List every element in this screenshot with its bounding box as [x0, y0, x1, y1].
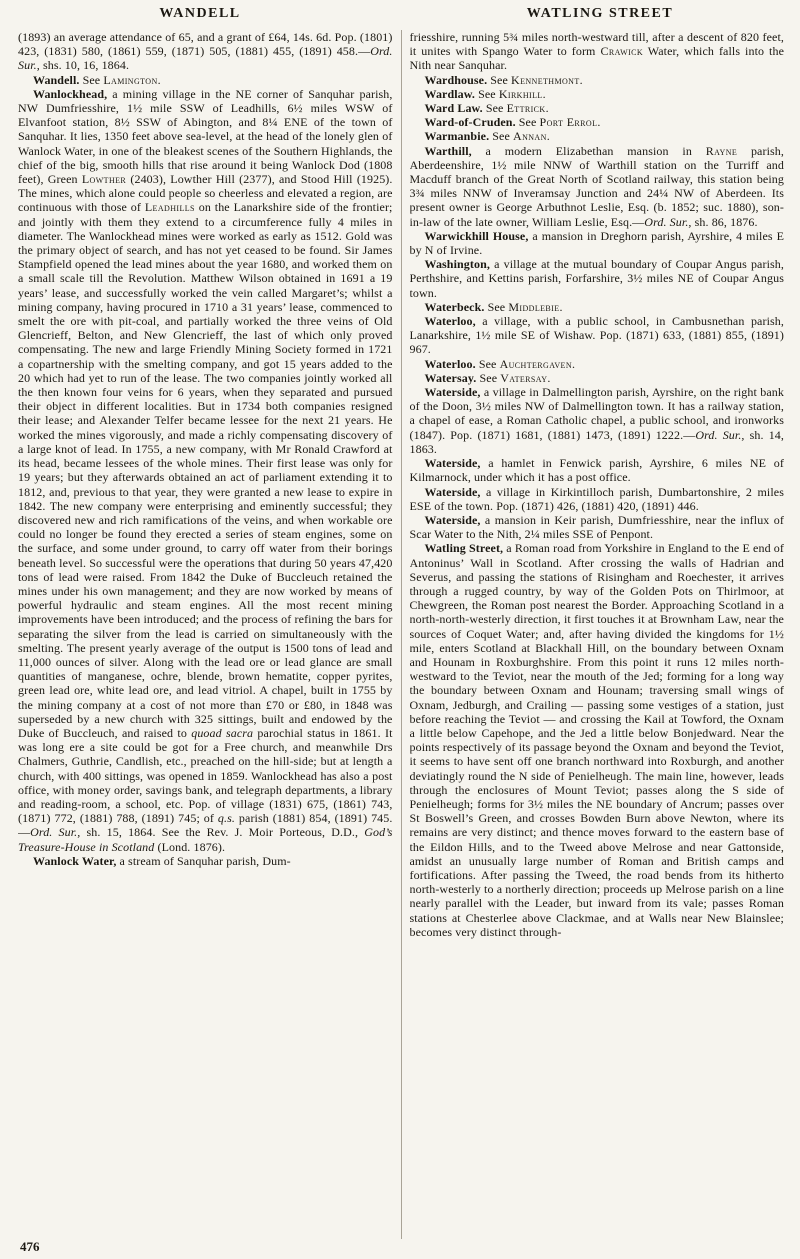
- cross-reference: Rayne: [705, 143, 738, 158]
- cross-reference: Ettrick: [506, 101, 546, 116]
- text-segment: See: [474, 86, 499, 101]
- text-segment: a village at the mutual boundary of Coupar Angus parish, Perthshire, and Kettins parish, Forfarshire, 3½ miles NE of Coupar Angus town.: [409, 257, 784, 300]
- entry-warmanbie: [410, 129, 785, 143]
- cross-reference: Middlebie: [508, 299, 560, 314]
- entry-waterbeck: [410, 300, 785, 314]
- entry-continuation-wandell: [18, 30, 393, 73]
- text-segment: a mining village in the NE corner of Sanquhar parish, NW Dumfriesshire, 1½ mile SSW of Leadhills, 6½ miles WSW of Elvanfoot station, 8½ SSW of Abington, and 8¼ ENE of the town of Sanquhar. It lies, 1350 feet above sea-level, at the head of the lonely glen of Wanlock Water, in one of the bleakest scenes of the Southern Highlands, the chief of the big, smooth hills that rise around it being Wanlock Dod (1808 feet), Green: [18, 86, 393, 187]
- text-segment: sh. 14, 1863.: [409, 427, 784, 456]
- entry-waterloo-see: [410, 357, 785, 371]
- cross-reference: Kirkhill: [498, 86, 543, 101]
- text-segment: parish, Aberdeenshire, 1½ mile NNW of Warthill station on the Turriff and Macduff branch of the Great North of Scotland railway, this station being 3¾ miles NNW of Inveramsay Junction and 24¼ NW of Aberdeen. Its present owner is George Arbuthnot Leslie, Esq. (b. 1852; suc. 1880), son-in-law of the late owner, William Leslie, Esq.—: [409, 143, 784, 229]
- text-segment: Ord. Sur.,: [644, 214, 692, 229]
- cross-reference: Port Errol: [539, 115, 598, 130]
- column-rule: [401, 30, 402, 1239]
- entry-continuation-wanlock-water: [410, 30, 785, 73]
- entry-title: Ward-of-Cruden.: [424, 115, 516, 130]
- text-segment: .: [545, 101, 549, 116]
- cross-reference: Kennethmont: [511, 72, 580, 87]
- entry-title: Waterside,: [424, 484, 481, 499]
- running-head-right: WATLING STREET: [526, 6, 674, 21]
- text-segment: a Roman road from Yorkshire in England to the E end of Antoninus’ Wall in Scotland. After crossing the walls of Hadrian and Severus, and passing the stations of Risingham and Roechester, it arrives through a rugged country, by way of the Golden Pots on Thirlmoor, at Chewgreen, the Roman post nearest the Border. Approaching Scotland in a north-north-westerly direction, it first touches it at Brownham Law, near the sources of Coquet Water; and, after having divided the kingdoms for 1½ mile, enters Scotland at Blackhall Hill, on the boundary between Oxnam and Hounam in Roxburghshire. From this point it runs 12 miles north-westward to the Teviot, near the mouth of the Jed; forming for a long way the boundary between Oxnam and Hounam; traversing small wings of Oxnam, Jedburgh, and Crailing — passing some vestiges of a station, just before reaching the Teviot — and crossing the Kail at Towford, the Oxnam a little below Capehope, and the Jed a little below Bonjedward. Near the points respectively of its passage beyond the Oxnam and beyond the Teviot, it seems to have sent off one branch northward into Roxburgh, and another deviatingly round the N side of Penielheugh. The main line, however, leads through the enclosures of Mount Teviot; passes along the S side of Penielheugh; forms for 3½ miles the NE boundary of Ancrum; passes over St Boswell’s Green, and crosses Bowden Burn above Newton, where its remains are very distinct; and thence moves forward to the eastern base of the Eildon Hills, and to the Tweed above Melrose and near Gattonside, amidst an unusually large number of Roman and British camps and fortifications. After passing the Tweed, the road bends from its hitherto north-westerly to a northerly direction; proceeds up Melrose parish on a line nearly parallel with the Leader, but inward from its vale; passes Roman stations at Chesterlee above Clackmae, and at Walls near New Blainslee; becomes very distinct through-: [409, 541, 784, 939]
- text-segment: a village in Kirkintilloch parish, Dumbartonshire, 2 miles ESE of the town. Pop. (1871) 426, (1881) 420, (1891) 446.: [409, 484, 784, 513]
- text-segment: See: [515, 115, 540, 130]
- entry-title: Wardhouse.: [424, 72, 488, 87]
- text-segment: (2403), Lowther Hill (2377), and Stood Hill (1925). The mines, which alone could people so cheerless and elevated a region, are continuous with those of: [18, 172, 393, 215]
- entry-title: Wandell.: [33, 72, 80, 87]
- cross-reference: Leadhills: [144, 200, 195, 215]
- text-segment: .: [546, 129, 550, 144]
- text-segment: See: [482, 101, 507, 116]
- entry-wardlaw: [410, 87, 785, 101]
- entry-warwickhill-house: [410, 229, 785, 257]
- entry-title: Wardlaw.: [424, 86, 475, 101]
- text-segment: a modern Elizabethan mansion in: [471, 143, 706, 158]
- text-segment: See: [489, 129, 513, 144]
- text-segment: See: [484, 299, 509, 314]
- entry-title: Wanlock Water,: [33, 853, 117, 868]
- text-segment: .: [547, 370, 551, 385]
- text-segment: .: [559, 299, 563, 314]
- page-number: 476: [20, 1239, 40, 1254]
- text-segment: See: [476, 370, 501, 385]
- entry-title: Watersay.: [424, 370, 477, 385]
- cross-reference: Auchtergaven: [499, 356, 572, 371]
- text-segment: Water, which falls into the Nith near Sanquhar.: [409, 44, 784, 73]
- entry-title: Waterbeck.: [424, 299, 485, 314]
- text-segment: .: [572, 356, 576, 371]
- running-heads: [0, 0, 800, 22]
- entry-title: Warwickhill House,: [424, 228, 529, 243]
- text-columns: [18, 30, 784, 1239]
- text-segment: .: [157, 72, 161, 87]
- right-column: [410, 30, 785, 1239]
- cross-reference: Lowther: [81, 172, 127, 187]
- text-segment: parish (1881) 854, (1891) 745.—: [18, 811, 393, 840]
- text-segment: friesshire, running 5¾ miles north-westward till, after a descent of 820 feet, it unites with Spango Water to form: [409, 30, 784, 59]
- text-segment: .: [542, 86, 546, 101]
- text-segment: Ord. Sur.,: [695, 427, 745, 442]
- text-segment: God’s Treasure-House in Scotland: [18, 825, 393, 854]
- entry-wardhouse: [410, 73, 785, 87]
- entry-title: Waterside,: [424, 456, 481, 471]
- entry-wanlock-water: [18, 854, 393, 868]
- text-segment: shs. 10, 16, 1864.: [39, 58, 130, 73]
- text-segment: Ord. Sur.,: [30, 825, 81, 840]
- entry-ward-of-cruden: [410, 115, 785, 129]
- entry-waterside-dalmellington: [410, 385, 785, 456]
- text-segment: .: [597, 115, 601, 130]
- entry-ward-law: [410, 101, 785, 115]
- entry-waterside-fenwick: [410, 456, 785, 484]
- cross-reference: Lamington: [103, 72, 158, 87]
- text-segment: .: [579, 72, 583, 87]
- entry-warthill: [410, 144, 785, 229]
- entry-waterside-kirkintilloch: [410, 485, 785, 513]
- text-segment: parochial status in 1861. It was long ere a site could be got for a Free church, and meanwhile Drs Chalmers, Guthrie, Candlish, etc., preached on the hill-side; but at length a church, with 400 sittings, was opened in 1859. Wanlockhead has also a post office, with money order, savings bank, and telegraph departments, a library and reading-room, a school, etc. Pop. of village (1831) 675, (1861) 743, (1871) 772, (1881) 788, (1891) 745; of: [18, 725, 393, 826]
- entry-watersay: [410, 371, 785, 385]
- text-segment: Ord. Sur.,: [18, 44, 393, 73]
- text-segment: sh. 86, 1876.: [691, 214, 758, 229]
- text-segment: a mansion in Keir parish, Dumfriesshire, near the influx of Scar Water to the Nith, 2¼ miles SSE of Penpont.: [409, 512, 784, 542]
- text-segment: a stream of Sanquhar parish, Dum-: [116, 853, 291, 868]
- entry-waterloo-village: [410, 314, 785, 357]
- text-segment: (Lond. 1876).: [154, 839, 226, 854]
- text-segment: a village, with a public school, in Cambusnethan parish, Lanarkshire, 1½ mile SE of Wishaw. Pop. (1871) 633, (1881) 855, (1891) 967.: [409, 314, 784, 357]
- entry-title: Waterside,: [424, 385, 481, 400]
- entry-title: Waterside,: [424, 512, 481, 527]
- text-segment: q.s.: [217, 811, 235, 826]
- entry-watling-street: [410, 541, 785, 939]
- text-segment: a village in Dalmellington parish, Ayrshire, on the right bank of the Doon, 3½ miles NW of Dalmellington town. It has a railway station, a chapel of ease, a Roman Catholic chapel, a public school, and ironworks (1847). Pop. (1871) 1681, (1881) 1473, (1891) 1222.—: [409, 385, 784, 442]
- cross-reference: Crawick: [600, 44, 644, 59]
- entry-waterside-keir: [410, 513, 785, 541]
- text-segment: on the Lanarkshire side of the frontier; and jointly with them they extend to a circumference fully 4 miles in diameter. The Wanlockhead mines were worked as early as 1512. Gold was the primary object of search, and has not yet ceased to be found. Sir James Stampfield opened the lead mines about the year 1680, and worked them on a small scale till the Revolution. Matthew Wilson obtained in 1691 a 19 years’ lease, and successfully worked the vein called Margaret’s; whilst a mining company, having procured in 1710 a 31 years’ lease, commenced to smelt the ore with pit-coal, and partially worked the three veins of Old Glencrieff, Belton, and New Glencrieff, the last of which only proved compensating. The new and large Friendly Mining Society formed in 1721 a copartnership with the smelting company, and got 15 years added to the 20 which had yet to run of the lease. The two companies jointly worked all the then known four veins for 6 years, when they separated and pursued their object in different localities. But in 1734 both companies resigned their lease; and Alexander Telfer became lessee for the next 21 years. He worked the mines vigorously, and made a richly compensating discovery of a large knot of lead. In 1755, a new company, with Mr Ronald Crawford at its head, became lessees of the whole mines. Their first lease was only for 19 years; but they afterwards obtained an act of parliament extending it to 1812, and, previous to that year, they were granted a new lease to expire in 1842. The new company were enterprising and eminently successful; they discovered new and rich ramifications of the veins, and when workable ore could no longer be found they erected a series of steam engines, some on the surface, and some under ground, to carry off water from their borings beneath level. So successful were the operations that during 50 years 47,420 tons of lead were raised. From 1842 the Duke of Buccleuch retained the mines under his own management; and they are now worked by means of powerful hydraulic and steam engines. All the most recent mining improvements have been introduced; and the process of refining the bars for separating the silver from the lead is carried on simultaneously with the smelting. The present yearly average of the output is 1500 tons of lead and 11,000 ounces of silver. Along with the lead ore or lead glance are small quantities of manganese, ochre, blende, brown hematite, copper pyrites, green lead ore, white lead ore, and lead vitriol. A chapel, built in 1755 by the mining company at a cost of not more than £70 or £80, in 1848 was superseded by a new church with 325 sittings, built and endowed by the Duke of Buccleuch, and raised to: [18, 200, 393, 740]
- entry-title: Washington,: [424, 257, 490, 272]
- entry-wanlockhead: [18, 87, 393, 854]
- entry-title: Waterloo,: [424, 314, 476, 329]
- entry-title: Ward Law.: [424, 101, 483, 116]
- entry-title: Warmanbie.: [424, 129, 490, 144]
- text-segment: a hamlet in Fenwick parish, Ayrshire, 6 miles NE of Kilmarnock, under which it has a post office.: [409, 456, 784, 485]
- entry-title: Wanlockhead,: [33, 86, 108, 101]
- cross-reference: Vatersay: [500, 370, 548, 385]
- entry-wandell: [18, 73, 393, 87]
- cross-reference: Annan: [513, 129, 547, 144]
- text-segment: a mansion in Dreghorn parish, Ayrshire, 4 miles E by N of Irvine.: [409, 228, 784, 258]
- text-segment: sh. 15, 1864. See the Rev. J. Moir Porteous, D.D.,: [80, 825, 365, 840]
- text-segment: See: [475, 356, 500, 371]
- left-column: [18, 30, 393, 1239]
- running-head-left: WANDELL: [159, 6, 241, 21]
- text-segment: See: [79, 72, 104, 87]
- text-segment: (1893) an average attendance of 65, and a grant of £64, 14s. 6d. Pop. (1801) 423, (1831) 580, (1861) 559, (1871) 505, (1881) 455, (1891) 458.—: [18, 30, 393, 59]
- text-segment: See: [487, 72, 512, 87]
- entry-title: Watling Street,: [424, 541, 504, 556]
- entry-washington: [410, 257, 785, 300]
- entry-title: Waterloo.: [424, 356, 476, 371]
- text-segment: quoad sacra: [191, 725, 254, 740]
- entry-title: Warthill,: [424, 143, 472, 158]
